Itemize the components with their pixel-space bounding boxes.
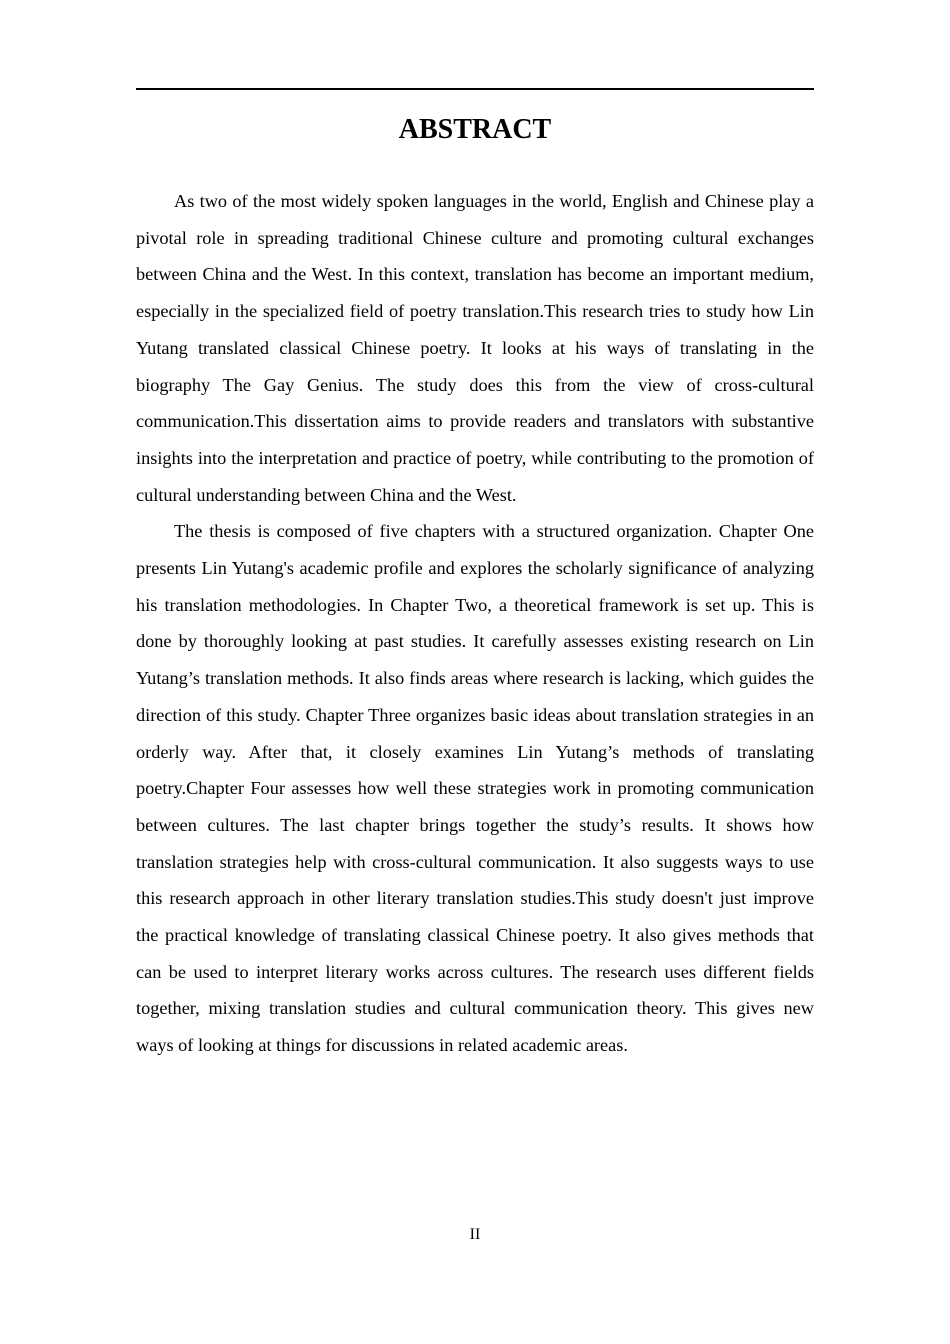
- abstract-paragraph-2: The thesis is composed of five chapters with a structured organization. Chapter One presents Lin Yutang's academic profile and explores the scholarly significance of analyzing his translation methodologies. In Chapter Two, a theoretical framework is set up. This is done by thoroughly looking at past studies. It carefully assesses existing research on Lin Yutang’s translation methods. It also finds areas where research is lacking, which guides the direction of this study. Chapter Three organizes basic ideas about translation strategies in an orderly way. After that, it closely examines Lin Yutang’s methods of translating poetry.Chapter Four assesses how well these strategies work in promoting communication between cultures. The last chapter brings together the study’s results. It shows how translation strategies help with cross-cultural communication. It also suggests ways to use this research approach in other literary translation studies.This study doesn't just improve the practical knowledge of translating classical Chinese poetry. It also gives methods that can be used to interpret literary works across cultures. The research uses different fields together, mixing translation studies and cultural communication theory. This gives new ways of looking at things for discussions in related academic areas.: [136, 521, 814, 1056]
- page-number: II: [469, 1226, 481, 1243]
- header-rule: [136, 88, 814, 90]
- abstract-body: [136, 183, 814, 1064]
- abstract-paragraph-1: As two of the most widely spoken languages in the world, English and Chinese play a pivotal role in spreading traditional Chinese culture and promoting cultural exchanges between China and the West. In this context, translation has become an important medium, especially in the specialized field of poetry translation.This research tries to study how Lin Yutang translated classical Chinese poetry. It looks at his ways of translating in the biography The Gay Genius. The study does this from the view of cross-cultural communication.This dissertation aims to provide readers and translators with substantive insights into the interpretation and practice of poetry, while contributing to the promotion of cultural understanding between China and the West.: [136, 191, 814, 505]
- page-title: ABSTRACT: [398, 114, 552, 145]
